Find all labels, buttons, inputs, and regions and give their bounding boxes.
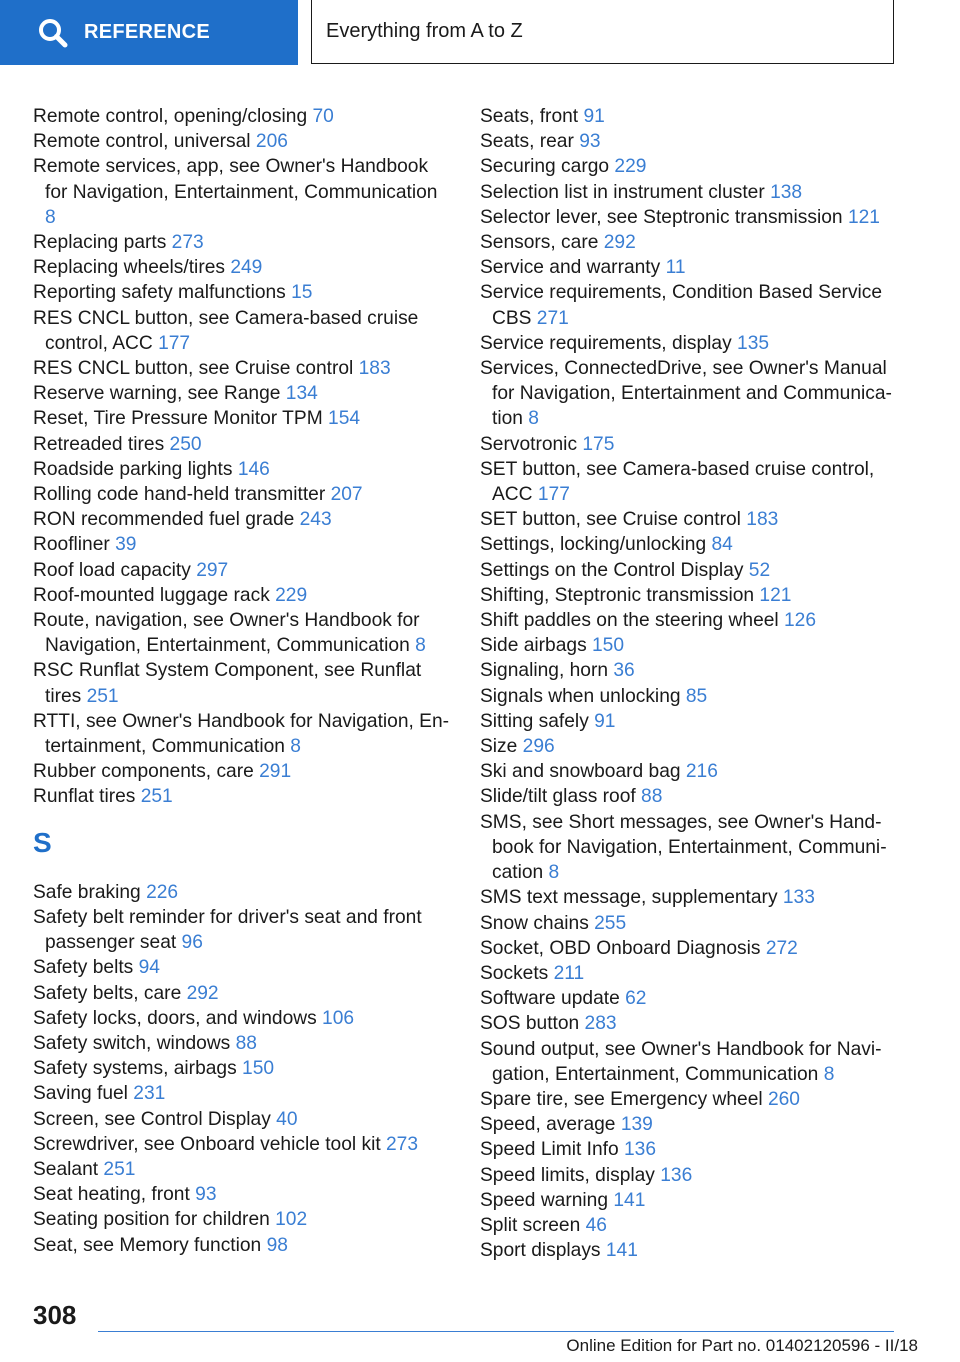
- index-entry: [480, 1137, 900, 1162]
- page-link[interactable]: 226: [146, 881, 179, 903]
- page-link[interactable]: 8: [528, 408, 539, 430]
- index-entry: [33, 532, 453, 557]
- index-entry-text: Saving fuel: [33, 1083, 128, 1105]
- index-entry: [480, 784, 900, 809]
- index-entry: [480, 1087, 900, 1112]
- index-entry-text: Reporting safety malfunctions: [33, 282, 286, 304]
- index-entry-text: SMS, see Short messages, see Owner's Handbook for Navigation, Entertainment, Communication: [480, 811, 887, 884]
- index-entry-text: Safe braking: [33, 881, 141, 903]
- index-column-right: [480, 104, 900, 1263]
- index-entry-text: Securing cargo: [480, 156, 610, 178]
- page-link[interactable]: 154: [328, 408, 361, 430]
- index-entry-text: Safety locks, doors, and windows: [33, 1007, 317, 1029]
- index-entry: [480, 558, 900, 583]
- index-entry: [33, 583, 453, 608]
- page-link[interactable]: 292: [186, 982, 219, 1004]
- page-link[interactable]: 94: [138, 957, 160, 979]
- index-entry-text: Selector lever, see Steptronic transmission: [480, 206, 843, 228]
- index-entry: [33, 1207, 453, 1232]
- page-link[interactable]: 136: [624, 1139, 657, 1161]
- page-link[interactable]: 15: [291, 282, 313, 304]
- index-entry-text: Roof load capacity: [33, 559, 191, 581]
- index-entry: [480, 507, 900, 532]
- index-entry: [480, 885, 900, 910]
- page-link[interactable]: 91: [583, 106, 605, 127]
- page-link[interactable]: 40: [276, 1108, 298, 1130]
- index-entry: [480, 432, 900, 457]
- index-entry: [480, 734, 900, 759]
- index-entry: [480, 230, 900, 255]
- index-entry-text: Speed limits, display: [480, 1164, 655, 1186]
- index-entry-text: Sensors, care: [480, 232, 599, 254]
- index-entry: [33, 608, 453, 658]
- index-entry: [480, 936, 900, 961]
- page-link[interactable]: 93: [579, 131, 601, 153]
- page-link[interactable]: 133: [782, 887, 815, 909]
- index-list-s-continued: [480, 104, 900, 1263]
- index-entry: [33, 905, 453, 955]
- index-entry: [33, 381, 453, 406]
- section-title: [311, 0, 894, 64]
- index-entry-text: Slide/tilt glass roof: [480, 786, 636, 808]
- page-link[interactable]: 177: [537, 484, 570, 506]
- page-link[interactable]: 297: [196, 559, 229, 581]
- index-entry-text: Spare tire, see Emergency wheel: [480, 1088, 763, 1110]
- index-entry: [480, 356, 900, 432]
- index-entry-text: Shifting, Steptronic transmission: [480, 584, 755, 606]
- index-entry-text: Seat heating, front: [33, 1184, 190, 1206]
- index-entry-text: Safety systems, airbags: [33, 1058, 237, 1080]
- page-header: [0, 0, 960, 66]
- page-link[interactable]: 91: [594, 710, 616, 732]
- index-entry-text: Speed Limit Info: [480, 1139, 619, 1161]
- index-entry-text: Shift paddles on the steering wheel: [480, 610, 779, 632]
- index-entry-text: Reserve warning, see Range: [33, 383, 281, 405]
- index-entry: [33, 1031, 453, 1056]
- index-entry: [33, 507, 453, 532]
- page-link[interactable]: 139: [620, 1114, 653, 1136]
- index-entry-text: Safety belt reminder for driver's seat and front passenger seat: [33, 906, 422, 954]
- index-entry: [33, 356, 453, 381]
- index-entry-text: Seating position for children: [33, 1209, 270, 1231]
- index-entry-text: Ski and snowboard bag: [480, 761, 681, 783]
- index-entry-text: RTTI, see Owner's Handbook for Navigation, Entertainment, Communication: [33, 710, 450, 758]
- index-entry-text: Seats, front: [480, 106, 579, 127]
- page-link[interactable]: 85: [685, 685, 708, 707]
- page-link[interactable]: 46: [585, 1214, 607, 1236]
- page-link[interactable]: 175: [582, 433, 615, 455]
- page-link[interactable]: 249: [230, 257, 263, 279]
- index-entry-text: Reset, Tire Pressure Monitor TPM: [33, 408, 323, 430]
- index-entry-text: RON recommended fuel grade: [33, 509, 295, 531]
- page-link[interactable]: 121: [847, 206, 880, 228]
- index-entry: [480, 154, 900, 179]
- index-entry-text: Service requirements, Condition Based Service CBS: [480, 282, 883, 329]
- index-entry-text: Sitting safely: [480, 710, 589, 732]
- index-entry-text: Sealant: [33, 1158, 99, 1180]
- index-entry-text: Socket, OBD Onboard Diagnosis: [480, 937, 761, 959]
- page-link[interactable]: 251: [103, 1158, 136, 1180]
- index-entry-text: Seat, see Memory function: [33, 1234, 262, 1256]
- index-entry: [33, 280, 453, 305]
- page-link[interactable]: 39: [115, 534, 137, 556]
- page-link[interactable]: 102: [275, 1209, 308, 1231]
- index-entry: [480, 709, 900, 734]
- index-entry-text: Roof-mounted luggage rack: [33, 584, 270, 606]
- index-entry: [480, 1188, 900, 1213]
- index-entry: [480, 129, 900, 154]
- page-link[interactable]: 272: [765, 937, 798, 959]
- page-link[interactable]: 8: [290, 736, 301, 758]
- index-entry: [480, 1163, 900, 1188]
- page-link[interactable]: 88: [641, 786, 663, 808]
- index-entry-text: Screwdriver, see Onboard vehicle tool kit: [33, 1133, 381, 1155]
- index-entry-text: Software update: [480, 988, 620, 1010]
- index-entry-text: Size: [480, 736, 518, 758]
- page-link[interactable]: 121: [759, 584, 792, 606]
- page-link[interactable]: 255: [594, 912, 627, 934]
- page-link[interactable]: 283: [584, 1013, 617, 1035]
- page-link[interactable]: 229: [275, 584, 308, 606]
- index-entry-text: SMS text message, supplementary: [480, 887, 778, 909]
- page-link[interactable]: 11: [665, 257, 686, 279]
- index-entry: [33, 129, 453, 154]
- index-entry: [480, 608, 900, 633]
- page-link[interactable]: 206: [255, 131, 288, 153]
- index-entry: [480, 1037, 900, 1087]
- page-link[interactable]: 271: [536, 307, 569, 329]
- index-entry: [480, 255, 900, 280]
- index-entry: [33, 1107, 453, 1132]
- page-number: 308: [33, 1300, 77, 1330]
- index-entry: [480, 986, 900, 1011]
- index-entry: [480, 457, 900, 507]
- index-entry-text: Roadside parking lights: [33, 458, 233, 480]
- page-link[interactable]: 136: [660, 1164, 693, 1186]
- index-list-s: [33, 880, 453, 1258]
- index-entry: [33, 482, 453, 507]
- page-link[interactable]: 260: [767, 1088, 800, 1110]
- index-entry: [480, 180, 900, 205]
- index-entry-text: Servotronic: [480, 433, 578, 455]
- index-entry-text: Sockets: [480, 962, 549, 984]
- index-entry-text: SET button, see Camera-based cruise control, ACC: [480, 458, 875, 506]
- index-entry: [33, 1006, 453, 1031]
- page-link[interactable]: 291: [259, 761, 292, 783]
- page-link[interactable]: 150: [592, 635, 625, 657]
- page-link[interactable]: 207: [330, 484, 363, 506]
- index-entry-text: Runflat tires: [33, 786, 136, 808]
- index-entry: [33, 1132, 453, 1157]
- index-entry-text: Safety belts, care: [33, 982, 182, 1004]
- index-entry-text: Service requirements, display: [480, 332, 732, 354]
- index-entry: [33, 457, 453, 482]
- index-entry-text: Remote control, opening/closing: [33, 106, 308, 127]
- page-link[interactable]: 52: [748, 559, 771, 581]
- page-link[interactable]: 138: [770, 181, 803, 203]
- index-entry: [480, 1011, 900, 1036]
- index-entry-text: Settings on the Control Display: [480, 559, 744, 581]
- index-entry: [480, 810, 900, 886]
- page-link[interactable]: 98: [266, 1234, 288, 1256]
- index-entry: [33, 1233, 453, 1258]
- page-link[interactable]: 36: [613, 660, 635, 682]
- search-icon: [36, 16, 70, 50]
- index-entry: [480, 280, 900, 330]
- page-link[interactable]: 183: [358, 358, 391, 380]
- page-link[interactable]: 231: [133, 1083, 166, 1105]
- page-link[interactable]: 8: [823, 1063, 835, 1085]
- page-link[interactable]: 8: [45, 206, 56, 228]
- index-entry: [480, 331, 900, 356]
- page-link[interactable]: 88: [235, 1032, 257, 1054]
- page-link[interactable]: 146: [237, 458, 270, 480]
- index-entry-text: Rubber components, care: [33, 761, 254, 783]
- index-entry: [480, 911, 900, 936]
- index-entry-text: RES CNCL button, see Camera-based cruise control, ACC: [33, 307, 419, 354]
- index-list-r: [33, 104, 453, 810]
- page-link[interactable]: 229: [614, 156, 647, 178]
- index-entry: [33, 981, 453, 1006]
- edition-note: Online Edition for Part no. 01402120596 - II/18: [566, 1336, 918, 1355]
- page-link[interactable]: 135: [737, 332, 770, 354]
- index-entry: [33, 880, 453, 905]
- index-entry-text: Selection list in instrument cluster: [480, 181, 765, 203]
- index-entry: [480, 633, 900, 658]
- index-entry-text: SOS button: [480, 1013, 580, 1035]
- page-link[interactable]: 96: [181, 932, 203, 954]
- page-link[interactable]: 292: [603, 232, 636, 254]
- index-entry-text: Screen, see Control Display: [33, 1108, 271, 1130]
- page-link[interactable]: 216: [685, 761, 718, 783]
- index-entry-text: Side airbags: [480, 635, 587, 657]
- index-entry-text: Roofliner: [33, 534, 110, 556]
- page-link[interactable]: 273: [171, 232, 204, 254]
- index-entry-text: Rolling code hand-held transmitter: [33, 484, 326, 506]
- page-link[interactable]: 177: [158, 332, 191, 354]
- index-entry-text: Service and warranty: [480, 257, 661, 279]
- page-link[interactable]: 134: [285, 383, 318, 405]
- index-entry: [33, 306, 453, 356]
- index-entry: [33, 759, 453, 784]
- index-entry: [480, 532, 900, 557]
- footer-divider: [98, 1331, 894, 1332]
- page-link[interactable]: 8: [548, 862, 560, 884]
- index-entry: [33, 1081, 453, 1106]
- page-link[interactable]: 250: [169, 433, 202, 455]
- section-letter: S: [33, 826, 52, 858]
- index-entry-text: RSC Runflat System Component, see Runflat tires: [33, 660, 422, 707]
- page-link[interactable]: 141: [613, 1189, 646, 1211]
- index-entry: [33, 104, 453, 129]
- index-entry: [480, 583, 900, 608]
- page-link[interactable]: 273: [386, 1133, 419, 1155]
- index-entry: [33, 558, 453, 583]
- index-entry-text: Remote control, universal: [33, 131, 251, 153]
- index-entry: [480, 1238, 900, 1263]
- index-entry: [480, 759, 900, 784]
- index-entry-text: Replacing wheels/tires: [33, 257, 225, 279]
- index-entry-text: Sound output, see Owner's Handbook for Navigation, Entertainment, Communication: [480, 1038, 882, 1085]
- index-entry-text: Retreaded tires: [33, 433, 165, 455]
- page-link[interactable]: 62: [625, 988, 647, 1010]
- page-link[interactable]: 296: [522, 736, 555, 758]
- index-entry: [33, 784, 453, 809]
- index-entry: [33, 406, 453, 431]
- index-entry-text: Route, navigation, see Owner's Handbook for Navigation, Entertainment, Communication: [33, 610, 420, 657]
- page-link[interactable]: 251: [140, 786, 173, 808]
- index-entry: [480, 961, 900, 986]
- index-entry-text: Signaling, horn: [480, 660, 609, 682]
- index-entry-text: Speed warning: [480, 1189, 609, 1211]
- index-entry: [480, 205, 900, 230]
- index-entry-text: Remote services, app, see Owner's Handbook for Navigation, Entertainment, Communication: [33, 156, 438, 203]
- index-entry-text: Safety switch, windows: [33, 1032, 231, 1054]
- index-entry: [33, 658, 453, 708]
- index-entry-text: Split screen: [480, 1214, 581, 1236]
- page-link[interactable]: 141: [605, 1240, 638, 1262]
- index-entry: [480, 1213, 900, 1238]
- index-entry-text: Sport displays: [480, 1240, 601, 1262]
- index-entry-text: Safety belts: [33, 957, 134, 979]
- index-entry: [33, 1056, 453, 1081]
- index-entry-text: Replacing parts: [33, 232, 167, 254]
- index-entry: [480, 1112, 900, 1137]
- index-entry-text: Services, ConnectedDrive, see Owner's Manual for Navigation, Entertainment and Communication: [480, 358, 892, 430]
- page-link[interactable]: 106: [322, 1007, 355, 1029]
- page-link[interactable]: 126: [784, 610, 817, 632]
- index-entry: [33, 230, 453, 255]
- page-link[interactable]: 251: [86, 685, 119, 707]
- index-entry: [33, 154, 453, 230]
- index-entry-text: Signals when unlocking: [480, 685, 681, 707]
- page-link[interactable]: 183: [746, 509, 779, 531]
- index-entry-text: Seats, rear: [480, 131, 574, 153]
- index-entry: [33, 432, 453, 457]
- index-entry: [480, 684, 900, 709]
- page-link[interactable]: 8: [415, 635, 426, 657]
- page-link[interactable]: 211: [553, 962, 585, 984]
- page-link[interactable]: 84: [711, 534, 733, 556]
- index-entry: [33, 955, 453, 980]
- index-column-left: [33, 104, 453, 1258]
- index-entry-text: SET button, see Cruise control: [480, 509, 741, 531]
- index-entry-text: Settings, locking/unlocking: [480, 534, 707, 556]
- index-entry: [480, 104, 900, 129]
- page-link[interactable]: 243: [299, 509, 332, 531]
- index-entry: [33, 1157, 453, 1182]
- page-link[interactable]: 70: [312, 106, 334, 127]
- reference-tab-label: REFERENCE: [84, 21, 211, 43]
- index-entry-text: Snow chains: [480, 912, 589, 934]
- index-entry-text: RES CNCL button, see Cruise control: [33, 358, 354, 380]
- page-link[interactable]: 150: [242, 1058, 275, 1080]
- index-entry: [480, 658, 900, 683]
- index-entry: [33, 1182, 453, 1207]
- reference-tab[interactable]: [0, 0, 298, 65]
- section-title-text: Everything from A to Z: [326, 20, 523, 42]
- page-link[interactable]: 93: [195, 1184, 217, 1206]
- index-entry-text: Speed, average: [480, 1114, 616, 1136]
- index-entry: [33, 709, 453, 759]
- index-entry: [33, 255, 453, 280]
